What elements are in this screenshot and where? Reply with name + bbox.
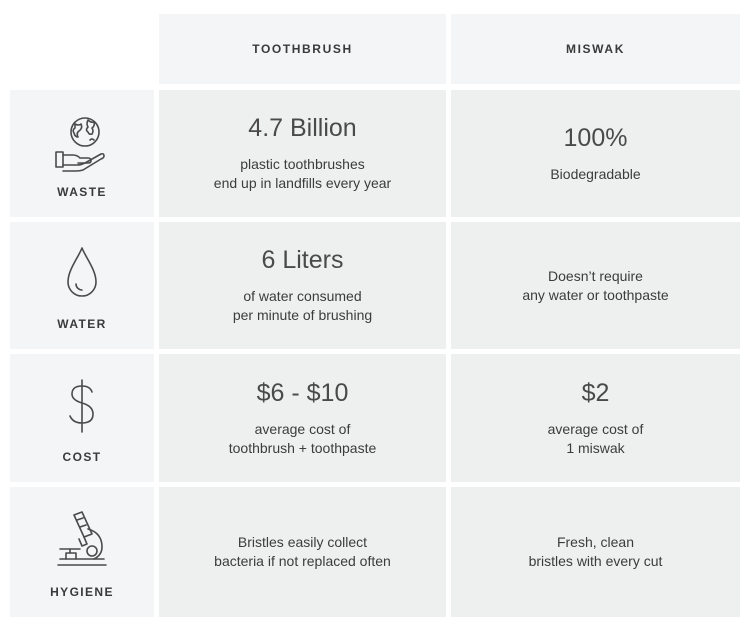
stat-description <box>522 267 668 305</box>
globe-in-hand-icon <box>52 112 112 172</box>
row-label-waste <box>10 90 154 217</box>
stat-description <box>229 420 377 458</box>
description-line: bacteria if not replaced often <box>214 553 391 569</box>
toothbrush-water-cell <box>159 222 446 349</box>
description-line: Bristles easily collect <box>237 534 368 550</box>
column-header-label: MISWAK <box>566 42 625 56</box>
toothbrush-hygiene-cell <box>159 487 446 617</box>
stat-description <box>233 287 372 325</box>
toothbrush-cost-cell <box>159 354 446 482</box>
row-label-text: HYGIENE <box>50 585 114 599</box>
microscope-icon <box>52 509 112 569</box>
stat-description <box>529 533 663 571</box>
description-line: any water or toothpaste <box>522 286 669 303</box>
description-line: Doesn’t require <box>548 267 643 284</box>
miswak-water-cell <box>451 222 740 349</box>
description-line: bristles with every cut <box>528 553 663 569</box>
stat-description <box>214 533 391 571</box>
description-line: per minute of brushing <box>232 307 373 323</box>
description-line: of water consumed <box>243 288 362 304</box>
stat-value: 4.7 Billion <box>248 114 357 142</box>
description-line: Fresh, clean <box>556 534 635 550</box>
description-line: 1 miswak <box>566 439 625 456</box>
stat-description <box>548 420 644 458</box>
column-header-toothbrush <box>159 14 446 84</box>
miswak-cost-cell <box>451 354 740 482</box>
water-drop-icon <box>52 244 112 304</box>
miswak-waste-cell <box>451 90 740 217</box>
stat-description <box>550 165 640 184</box>
stat-value: 6 Liters <box>261 246 344 274</box>
stat-description <box>214 155 391 193</box>
row-label-text: WASTE <box>57 185 107 199</box>
description-line: end up in landfills every year <box>213 175 392 191</box>
toothbrush-waste-cell <box>159 90 446 217</box>
row-label-hygiene <box>10 487 154 617</box>
description-line: toothbrush + toothpaste <box>228 439 377 456</box>
row-label-text: WATER <box>57 317 107 331</box>
description-line: average cost of <box>254 420 351 437</box>
description-line: Biodegradable <box>550 165 641 182</box>
row-label-cost <box>10 354 154 482</box>
row-label-text: COST <box>62 450 102 464</box>
stat-value: $6 - $10 <box>256 378 349 407</box>
dollar-sign-icon <box>52 376 112 436</box>
column-header-label: TOOTHBRUSH <box>252 42 353 56</box>
stat-value: $2 <box>581 378 610 407</box>
column-header-miswak <box>451 14 740 84</box>
row-label-water <box>10 222 154 349</box>
stat-value: 100% <box>563 123 628 152</box>
description-line: average cost of <box>547 420 644 437</box>
miswak-hygiene-cell <box>451 487 740 617</box>
description-line: plastic toothbrushes <box>240 156 365 172</box>
